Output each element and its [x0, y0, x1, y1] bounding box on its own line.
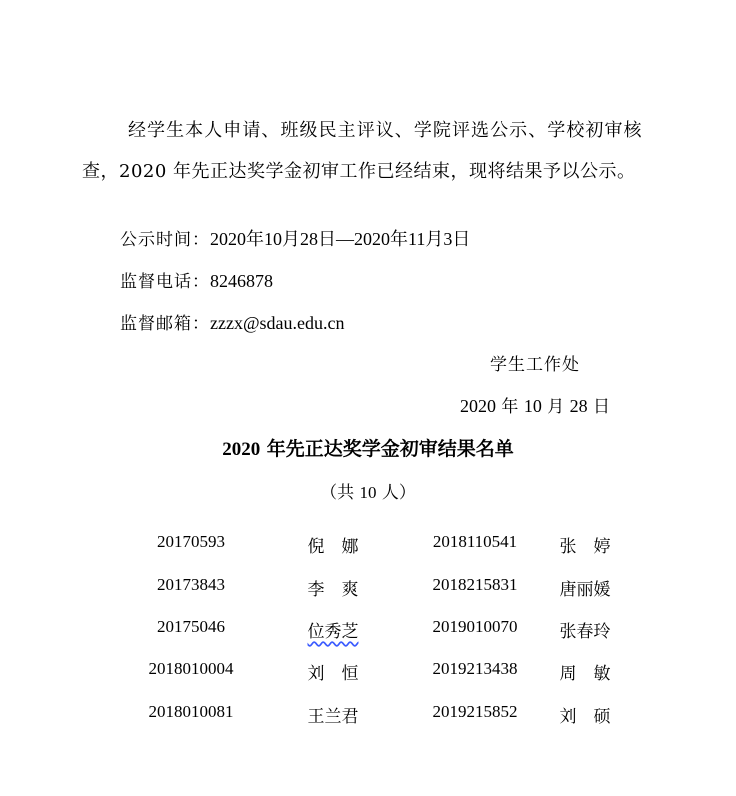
student-id: 2019010070 [432, 617, 518, 636]
student-id: 2018110541 [432, 532, 518, 551]
student-name: 张春玲 [559, 622, 611, 642]
spellcheck-underlined-name: 位秀芝 [307, 622, 359, 642]
issue-date [460, 392, 610, 417]
student-name: 唐丽媛 [559, 580, 611, 600]
student-id: 20170593 [157, 532, 225, 551]
student-id: 2018010004 [148, 659, 234, 678]
issue-date-year-unit: 年 [496, 397, 524, 417]
student-id: 2019213438 [432, 659, 518, 678]
student-id: 20173843 [157, 575, 225, 594]
student-name: 王兰君 [307, 707, 359, 727]
list-count-number: 10 [359, 483, 377, 502]
student-name: 倪 娜 [307, 537, 359, 557]
list-count-open: （共 [320, 483, 360, 503]
student-id: 2018215831 [432, 575, 518, 594]
issue-date-day: 28 [569, 396, 588, 416]
supervision-email-line [120, 309, 345, 334]
student-id: 20175046 [157, 617, 225, 636]
supervision-phone-line [120, 267, 273, 292]
publicity-time-value: 2020年10月28日—2020年11月3日 [210, 229, 471, 249]
student-name: 周 敏 [559, 664, 611, 684]
issue-date-month-unit: 月 [541, 397, 570, 417]
publicity-time-label: 公示时间： [120, 230, 210, 250]
student-name: 李 爽 [307, 580, 359, 600]
supervision-email-value: zzzx@sdau.edu.cn [210, 313, 345, 333]
issue-date-day-unit: 日 [587, 397, 611, 417]
student-name: 张 婷 [559, 537, 611, 557]
issuing-office: 学生工作处 [490, 355, 580, 375]
student-id: 2018010081 [148, 702, 234, 721]
issue-date-month: 10 [523, 396, 542, 416]
list-title-text: 年先正达奖学金初审结果名单 [260, 438, 514, 460]
student-name: 刘 硕 [559, 707, 611, 727]
supervision-email-label: 监督邮箱： [120, 314, 210, 334]
student-name: 刘 恒 [307, 664, 359, 684]
student-name [292, 617, 374, 642]
student-id: 2019215852 [432, 702, 518, 721]
notice-paragraph: 经学生本人申请、班级民主评议、学院评选公示、学校初审核查，2020 年先正达奖学金初审工作已经结束，现将结果予以公示。 [82, 120, 642, 182]
publicity-time-line [120, 225, 470, 251]
list-count [0, 478, 736, 503]
list-count-close: 人） [376, 483, 416, 503]
list-title-year: 2020 [222, 439, 261, 460]
supervision-phone-label: 监督电话： [120, 272, 210, 292]
issue-date-year: 2020 [460, 396, 496, 416]
list-title [0, 434, 736, 461]
supervision-phone-value: 8246878 [210, 271, 273, 291]
